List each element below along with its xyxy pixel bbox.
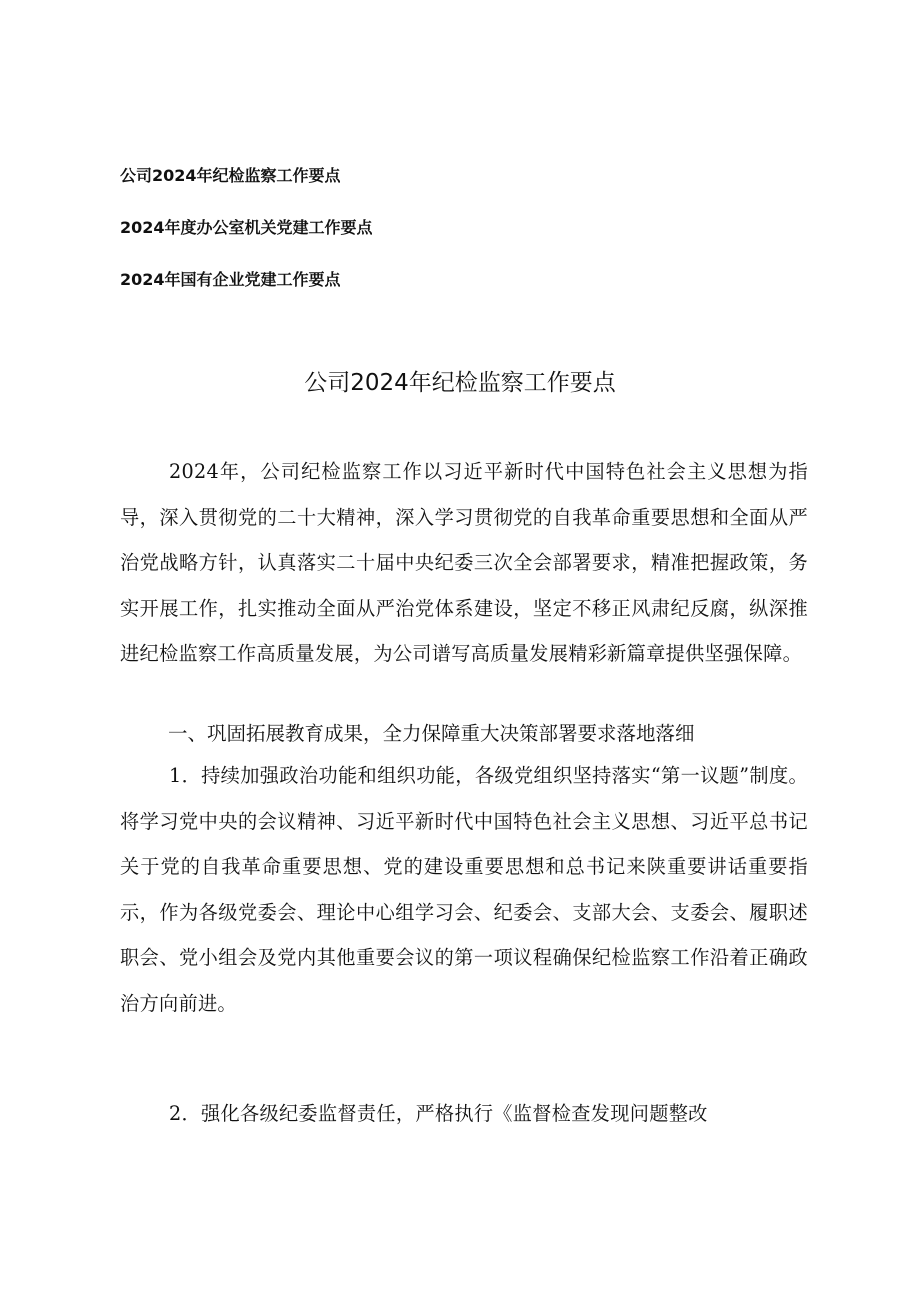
toc-item-1[interactable]: 公司2024年纪检监察工作要点 — [120, 166, 341, 185]
toc-item-2[interactable]: 2024年度办公室机关党建工作要点 — [120, 218, 373, 237]
toc-item-3[interactable]: 2024年国有企业党建工作要点 — [120, 270, 341, 289]
item-paragraph-2: 2．强化各级纪委监督责任，严格执行《监督检查发现问题整改 — [169, 1102, 708, 1125]
section-heading-1: 一、巩固拓展教育成果，全力保障重大决策部署要求落地落细 — [168, 722, 695, 745]
table-of-contents — [120, 164, 373, 320]
intro-paragraph: 2024年，公司纪检监察工作以习近平新时代中国特色社会主义思想为指导，深入贯彻党的二十大精神，深入学习贯彻党的自我革命重要思想和全面从严治党战略方针，认真落实二十届中央纪委三次全会部署要求，精准把握政策，务实开展工作，扎实推动全面从严治党体系建设，坚定不移正风肃纪反腐，纵深推进纪检监察工作高质量发展，为公司谱写高质量发展精彩新篇章提供坚强保障。 — [120, 460, 808, 666]
document-title: 公司2024年纪检监察工作要点 — [304, 370, 616, 396]
item-paragraph-1: 1．持续加强政治功能和组织功能，各级党组织坚持落实“第一议题”制度。将学习党中央的会议精神、习近平新时代中国特色社会主义思想、习近平总书记关于党的自我革命重要思想、党的建设重要思想和总书记来陕重要讲话重要指示，作为各级党委会、理论中心组学习会、纪委会、支部大会、支委会、履职述职会、党小组会及党内其他重要会议的第一项议程确保纪检监察工作沿着正确政治方向前进。 — [120, 764, 808, 1015]
